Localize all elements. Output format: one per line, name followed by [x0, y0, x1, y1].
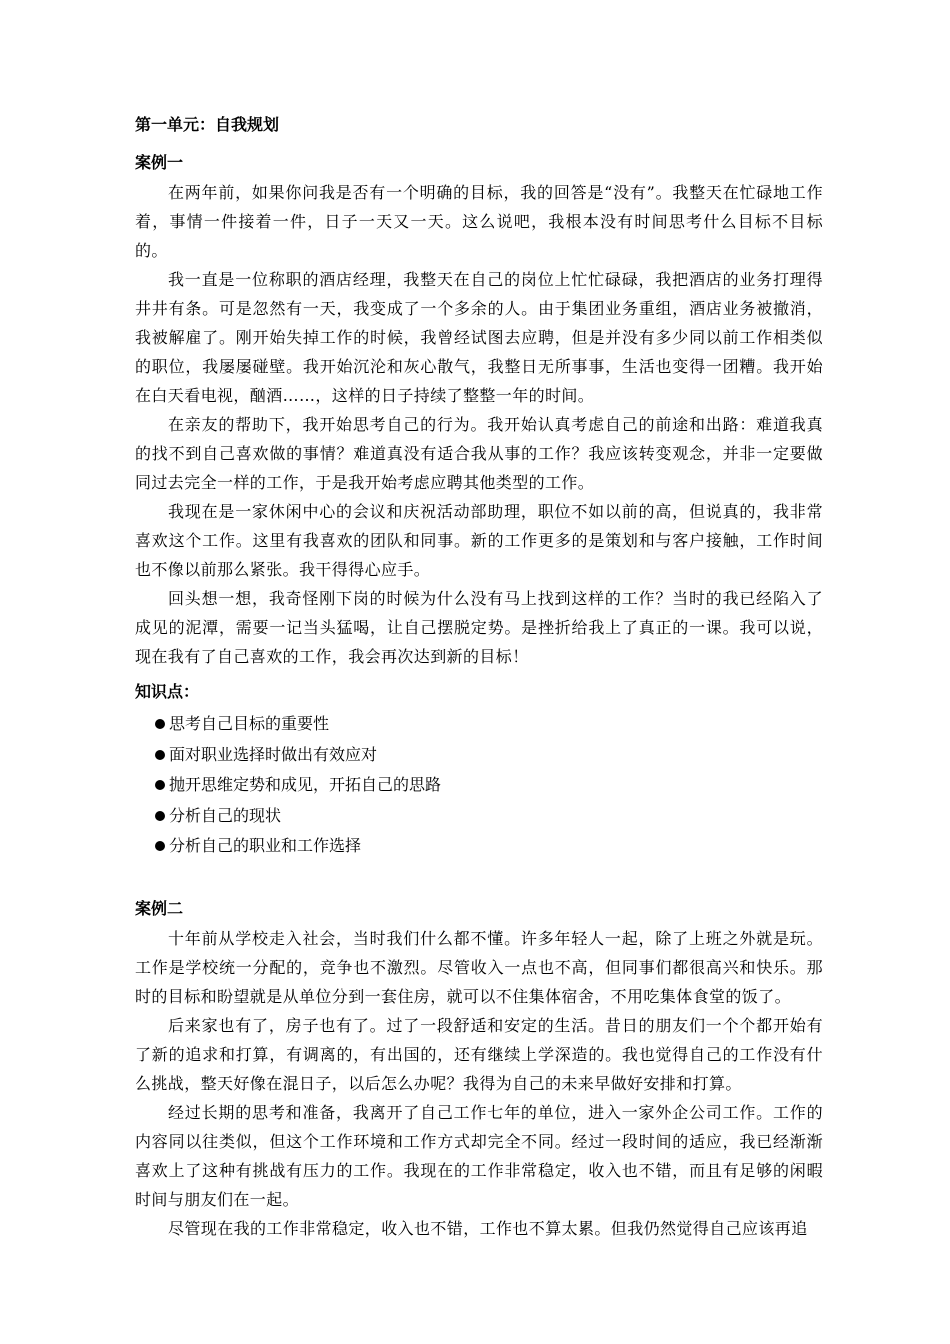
- list-item: [155, 770, 823, 801]
- case-two-paragraph-3: 经过长期的思考和准备，我离开了自己工作七年的单位，进入一家外企公司工作。工作的内容同以往类似，但这个工作环境和工作方式却完全不同。经过一段时间的适应，我已经渐渐喜欢上了这种有挑战有压力的工作。我现在的工作非常稳定，收入也不错，而且有足够的闲暇时间与朋友们在一起。: [135, 1102, 823, 1209]
- case-one-paragraph-4: 我现在是一家休闲中心的会议和庆祝活动部助理，职位不如以前的高，但说真的，我非常喜欢这个工作。这里有我喜欢的团队和同事。新的工作更多的是策划和与客户接触，工作时间也不像以前那么紧张。我干得得心应手。: [135, 502, 823, 579]
- list-item: [155, 709, 823, 740]
- document-page: [135, 112, 823, 1243]
- case-one-paragraph-1: 在两年前，如果你问我是否有一个明确的目标，我的回答是“没有”。我整天在忙碌地工作着，事情一件接着一件，日子一天又一天。这么说吧，我根本没有时间思考什么目标不目标的。: [135, 183, 823, 260]
- bullet-icon: [155, 841, 165, 851]
- list-item-text: 面对职业选择时做出有效应对: [169, 744, 378, 764]
- bullet-icon: [155, 719, 165, 729]
- case-one-paragraph-2: 我一直是一位称职的酒店经理，我整天在自己的岗位上忙忙碌碌，我把酒店的业务打理得井井有条。可是忽然有一天，我变成了一个多余的人。由于集团业务重组，酒店业务被撤消，我被解雇了。刚开始失掉工作的时候，我曾经试图去应聘，但是并没有多少同以前工作相类似的职位，我屡屡碰壁。我开始沉沦和灰心散气，我整日无所事事，生活也变得一团糟。我开始在白天看电视，酗酒……，这样的日子持续了整整一年的时间。: [135, 270, 823, 405]
- case-two-paragraph-2: 后来家也有了，房子也有了。过了一段舒适和安定的生活。昔日的朋友们一个个都开始有了新的追求和打算，有调离的，有出国的，还有继续上学深造的。我也觉得自己的工作没有什么挑战，整天好像在混日子，以后怎么办呢？我得为自己的未来早做好安排和打算。: [135, 1015, 823, 1093]
- case-two-paragraph-1: 十年前从学校走入社会，当时我们什么都不懂。许多年轻人一起，除了上班之外就是玩。工作是学校统一分配的，竞争也不激烈。尽管收入一点也不高，但同事们都很高兴和快乐。那时的目标和盼望就是从单位分到一套住房，就可以不住集体宿舍，不用吃集体食堂的饭了。: [135, 928, 823, 1006]
- list-item: [155, 740, 823, 771]
- knowledge-points: [135, 679, 823, 862]
- bullet-icon: [155, 780, 165, 790]
- knowledge-points-list: [135, 709, 823, 862]
- case-two: [135, 896, 823, 1243]
- case-one-paragraph-3: 在亲友的帮助下，我开始思考自己的行为。我开始认真考虑自己的前途和出路：难道我真的找不到自己喜欢做的事情？难道真没有适合我从事的工作？我应该转变观念，并非一定要做同过去完全一样的工作，于是我开始考虑应聘其他类型的工作。: [135, 415, 823, 492]
- bullet-icon: [155, 750, 165, 760]
- list-item-text: 分析自己的现状: [169, 805, 282, 825]
- bullet-icon: [155, 811, 165, 821]
- list-item-text: 分析自己的职业和工作选择: [169, 836, 362, 855]
- knowledge-points-title: 知识点：: [135, 682, 200, 701]
- unit-title: 第一单元：自我规划: [135, 115, 280, 134]
- case-one-title: 案例一: [135, 153, 184, 172]
- list-item: [155, 801, 823, 832]
- case-two-paragraph-4: 尽管现在我的工作非常稳定，收入也不错，工作也不算太累。但我仍然觉得自己应该再追: [168, 1218, 808, 1238]
- list-item-text: 思考自己目标的重要性: [169, 714, 330, 733]
- case-two-title: 案例二: [135, 898, 184, 918]
- case-one: [135, 150, 823, 671]
- list-item-text: 抛开思维定势和成见，开拓自己的思路: [169, 775, 442, 794]
- case-one-paragraph-5: 回头想一想，我奇怪刚下岗的时候为什么没有马上找到这样的工作？当时的我已经陷入了成见的泥潭，需要一记当头猛喝，让自己摆脱定势。是挫折给我上了真正的一课。我可以说，现在我有了自己喜欢的工作，我会再次达到新的目标！: [135, 589, 823, 666]
- list-item: [155, 831, 823, 862]
